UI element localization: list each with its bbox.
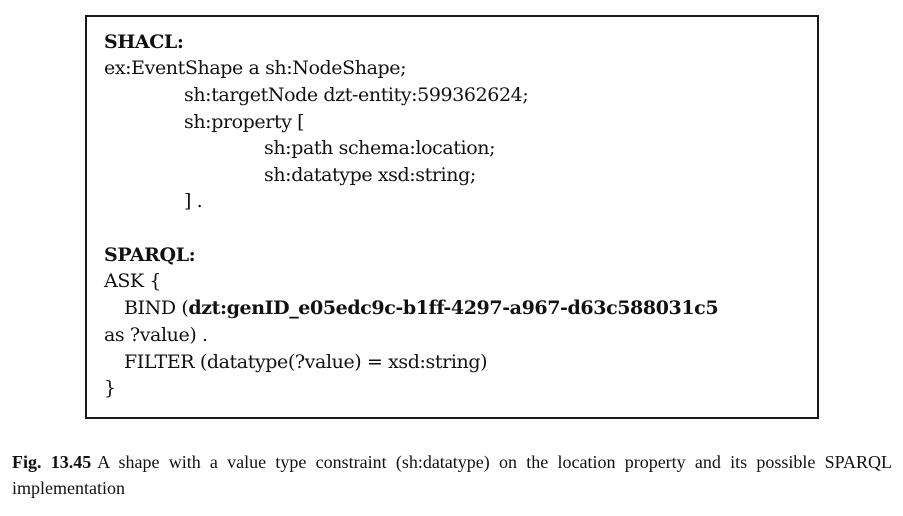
caption-label: Fig. 13.45 — [12, 452, 92, 472]
sparql-bind-id: dzt:genID_e05edc9c-b1ff-4297-a967-d63c588031c5 — [188, 297, 719, 319]
shacl-line-target-node: sh:targetNode dzt-entity:599362624; — [184, 84, 529, 106]
shacl-line-datatype: sh:datatype xsd:string; — [264, 164, 476, 186]
sparql-filter-line: FILTER (datatype(?value) = xsd:string) — [124, 351, 488, 373]
sparql-close-brace: } — [104, 377, 116, 399]
sparql-bind-prefix: BIND ( — [124, 297, 189, 319]
sparql-bind-line — [124, 295, 718, 321]
shacl-line-property-close: ] . — [184, 190, 203, 212]
shacl-heading: SHACL: — [104, 31, 184, 53]
sparql-ask-line: ASK { — [104, 270, 162, 292]
shacl-line-path: sh:path schema:location; — [264, 137, 496, 159]
sparql-heading: SPARQL: — [104, 244, 196, 266]
shacl-line-node-shape: ex:EventShape a sh:NodeShape; — [104, 57, 407, 79]
shacl-line-property-open: sh:property [ — [184, 111, 305, 133]
figure-caption — [12, 449, 892, 501]
sparql-bind-suffix: as ?value) . — [104, 324, 208, 346]
caption-text: A shape with a value type constraint (sh:datatype) on the location property and its possible SPARQL implementation — [12, 452, 892, 498]
